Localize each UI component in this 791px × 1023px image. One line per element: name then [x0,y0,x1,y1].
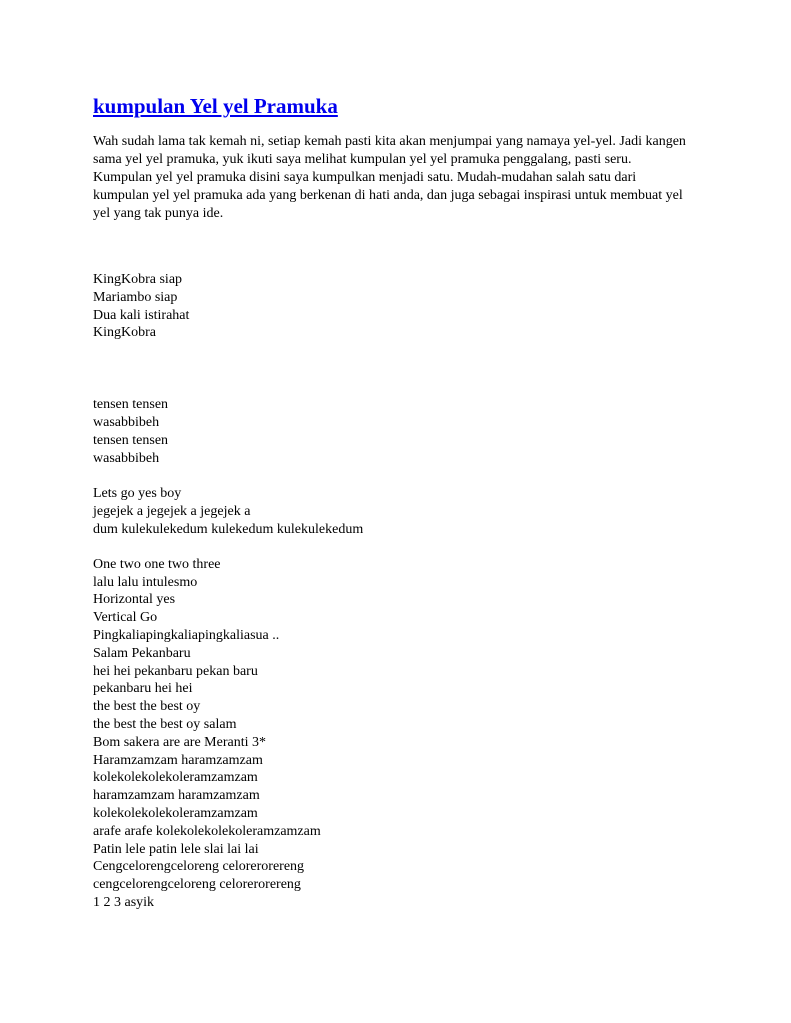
verse-line: pekanbaru hei hei [93,681,193,697]
verse-line: Mariambo siap [93,289,178,305]
verse-line: Salam Pekanbaru [93,645,191,661]
verse-line: One two one two three [93,556,221,572]
yel-block-one-two [93,556,703,912]
verse-line: Vertical Go [93,610,158,626]
verse-line: kolekolekolekoleramzamzam [93,770,258,786]
verse-line: Horizontal yes [93,592,176,608]
verse-line: dum kulekulekedum kulekedum kulekulekedum [93,521,364,537]
verse-line: Haramzamzam haramzamzam [93,752,263,768]
verse-line: Bom sakera are are Meranti 3* [93,734,266,750]
verse-line: Lets go yes boy [93,486,182,502]
verse-line: Pingkaliapingkaliapingkaliasua .. [93,627,280,643]
verse-line: KingKobra [93,325,156,341]
document-title-link[interactable]: kumpulan Yel yel Pramuka [93,94,338,118]
verse-line: Patin lele patin lele slai lai lai [93,841,259,857]
yel-block-tensen [93,396,703,467]
verse-line: KingKobra siap [93,272,183,287]
verse-line: the best the best oy salam [93,716,237,732]
intro-paragraph: Wah sudah lama tak kemah ni, setiap kemah pasti kita akan menjumpai yang namaya yel-yel. Jadi kangen sama yel yel pramuka, yuk ikuti saya melihat kumpulan yel yel pramuka penggalang, pasti seru. Kumpulan yel yel pramuka disini saya kumpulkan menjadi satu. Mudah-mudahan salah satu dari kumpulan yel yel pramuka ada yang berkenan di hati anda, dan juga sebagai inspirasi untuk membuat yel yel yang tak punya ide. [93,134,686,221]
verse-line: Dua kali istirahat [93,307,190,323]
verse-line: cengcelorengceloreng celorerorereng [93,877,301,893]
verse-line: arafe arafe kolekolekolekoleramzamzam [93,823,321,839]
yel-block-kingkobra [93,271,703,342]
verse-line: the best the best oy [93,699,201,715]
verse-line: wasabbibeh [93,414,160,430]
verse-line: 1 2 3 asyik [93,894,155,910]
verse-line: hei hei pekanbaru pekan baru [93,663,258,679]
verse-line: wasabbibeh [93,450,160,466]
verse-line: tensen tensen [93,432,169,448]
yel-block-lets-go [93,485,703,538]
verse-line: Cengcelorengceloreng celorerorereng [93,859,305,875]
document-page [93,92,703,912]
verse-line: jegejek a jegejek a jegejek a [93,504,251,520]
verse-line: tensen tensen [93,397,169,413]
verse-line: haramzamzam haramzamzam [93,788,260,804]
verse-line: kolekolekolekoleramzamzam [93,805,258,821]
verse-line: lalu lalu intulesmo [93,574,198,590]
